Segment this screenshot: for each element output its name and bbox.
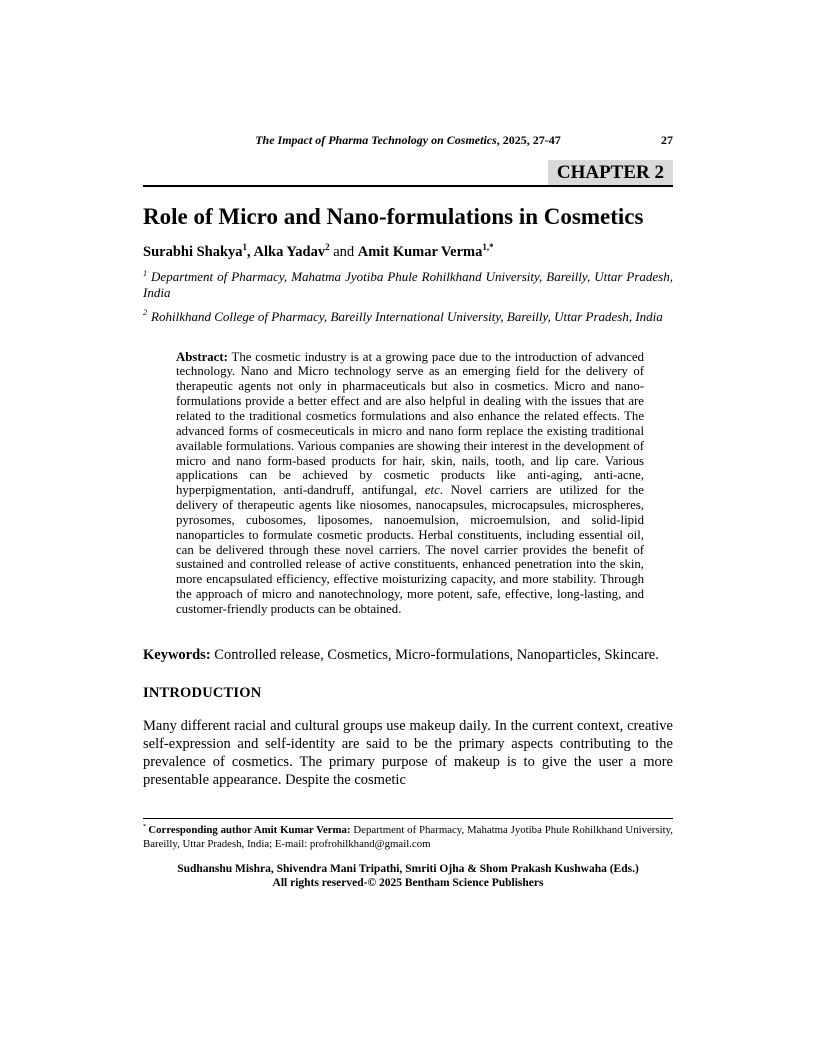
running-header (143, 134, 673, 147)
author-name: Amit Kumar Verma (357, 243, 483, 260)
affiliation-mark: 1 (143, 268, 148, 278)
authors-line (143, 241, 673, 261)
footnote-marker: * (143, 823, 147, 831)
running-header-book-title: The Impact of Pharma Technology on Cosmetics (255, 133, 497, 147)
chapter-header-rule (143, 160, 673, 187)
editors-line: Sudhanshu Mishra, Shivendra Mani Tripathi, Smriti Ojha & Shom Prakash Kushwaha (Eds.) (177, 863, 639, 876)
affiliation-2 (143, 309, 673, 325)
abstract-etc: etc (424, 483, 440, 498)
affiliation-mark: 2 (143, 308, 148, 318)
abstract-paragraph (176, 350, 644, 617)
keywords-text: Controlled release, Cosmetics, Micro-formulations, Nanoparticles, Skincare. (210, 646, 659, 663)
chapter-badge: CHAPTER 2 (548, 160, 673, 185)
book-footer (143, 862, 673, 891)
affiliation-1 (143, 269, 673, 301)
author-affiliation-mark: 2 (325, 241, 330, 252)
rights-line: All rights reserved-© 2025 Bentham Science Publishers (272, 877, 544, 890)
keywords-line (143, 646, 673, 664)
abstract-label: Abstract: (176, 349, 228, 364)
keywords-label: Keywords: (143, 646, 211, 663)
author-name: Alka Yadav (253, 243, 326, 260)
author-separator: , (247, 243, 254, 260)
chapter-title: Role of Micro and Nano-formulations in Cosmetics (143, 204, 644, 230)
author-conjunction: and (329, 243, 358, 260)
footnote-rule (143, 818, 673, 819)
page-bottom-block (143, 818, 673, 891)
abstract-text: . Novel carriers are utilized for the delivery of therapeutic agents like niosomes, nanocapsules, microcapsules, microspheres, pyrosomes, cubosomes, liposomes, nanoemulsion, microemulsion, and solid-lipid nanoparticles to formulate cosmetic products. Herbal constituents, including essential oil, can be delivered through these novel carriers. The novel carrier provides the benefit of sustained and controlled release of active constituents, enhanced penetration into the skin, more encapsulated efficiency, effective moisturizing capacity, and more stability. Through the approach of micro and nanotechnology, more potent, safe, effective, long-lasting, and customer-friendly products can be obtained. (176, 483, 644, 616)
introduction-paragraph: Many different racial and cultural groups use makeup daily. In the current context, creative self-expression and self-identity are said to be the primary aspects contributing to the prevalence of cosmetics. The primary purpose of makeup is to give the user a more presentable appearance. Despite the cosmetic (143, 717, 673, 789)
running-header-center (173, 134, 643, 147)
corresponding-author-footnote (143, 823, 673, 851)
author-affiliation-mark: 1 (242, 241, 248, 252)
affiliation-text: Rohilkhand College of Pharmacy, Bareilly International University, Bareilly, Uttar Pradesh, India (151, 308, 663, 324)
abstract-text: The cosmetic industry is at a growing pace due to the introduction of advanced technology. Nano and Micro technology serve as an emerging field for the delivery of therapeutic agents not only in pharmaceuticals but also in cosmetics. Micro and nano-formulations provide a better effect and are also helpful in dealing with the issues that are related to the traditional cosmetics formulations and also enhance the related effects. The advanced forms of cosmeceuticals in micro and nano form replace the existing traditional available formulations. Various companies are showing their interest in the development of micro and nano form-based products for hair, skin, nails, tooth, and lip care. Various applications can be achieved by cosmetic products like anti-aging, anti-acne, hyperpigmentation, anti-dandruff, antifungal, (176, 349, 644, 498)
running-header-meta: , 2025, 27-47 (496, 133, 561, 147)
introduction-heading: INTRODUCTION (143, 684, 262, 701)
author-name: Surabhi Shakya (143, 243, 243, 260)
page-number: 27 (661, 133, 673, 147)
affiliation-text: Department of Pharmacy, Mahatma Jyotiba Phule Rohilkhand University, Bareilly, Uttar Pradesh, India (143, 269, 673, 300)
footnote-text: Department of Pharmacy, Mahatma Jyotiba Phule Rohilkhand University, Bareilly, Uttar Pradesh, India; E-mail: profrohilkhand@gmail.com (143, 824, 673, 851)
footnote-label: Corresponding author Amit Kumar Verma: (148, 824, 351, 836)
author-affiliation-mark: 1,* (482, 241, 494, 252)
